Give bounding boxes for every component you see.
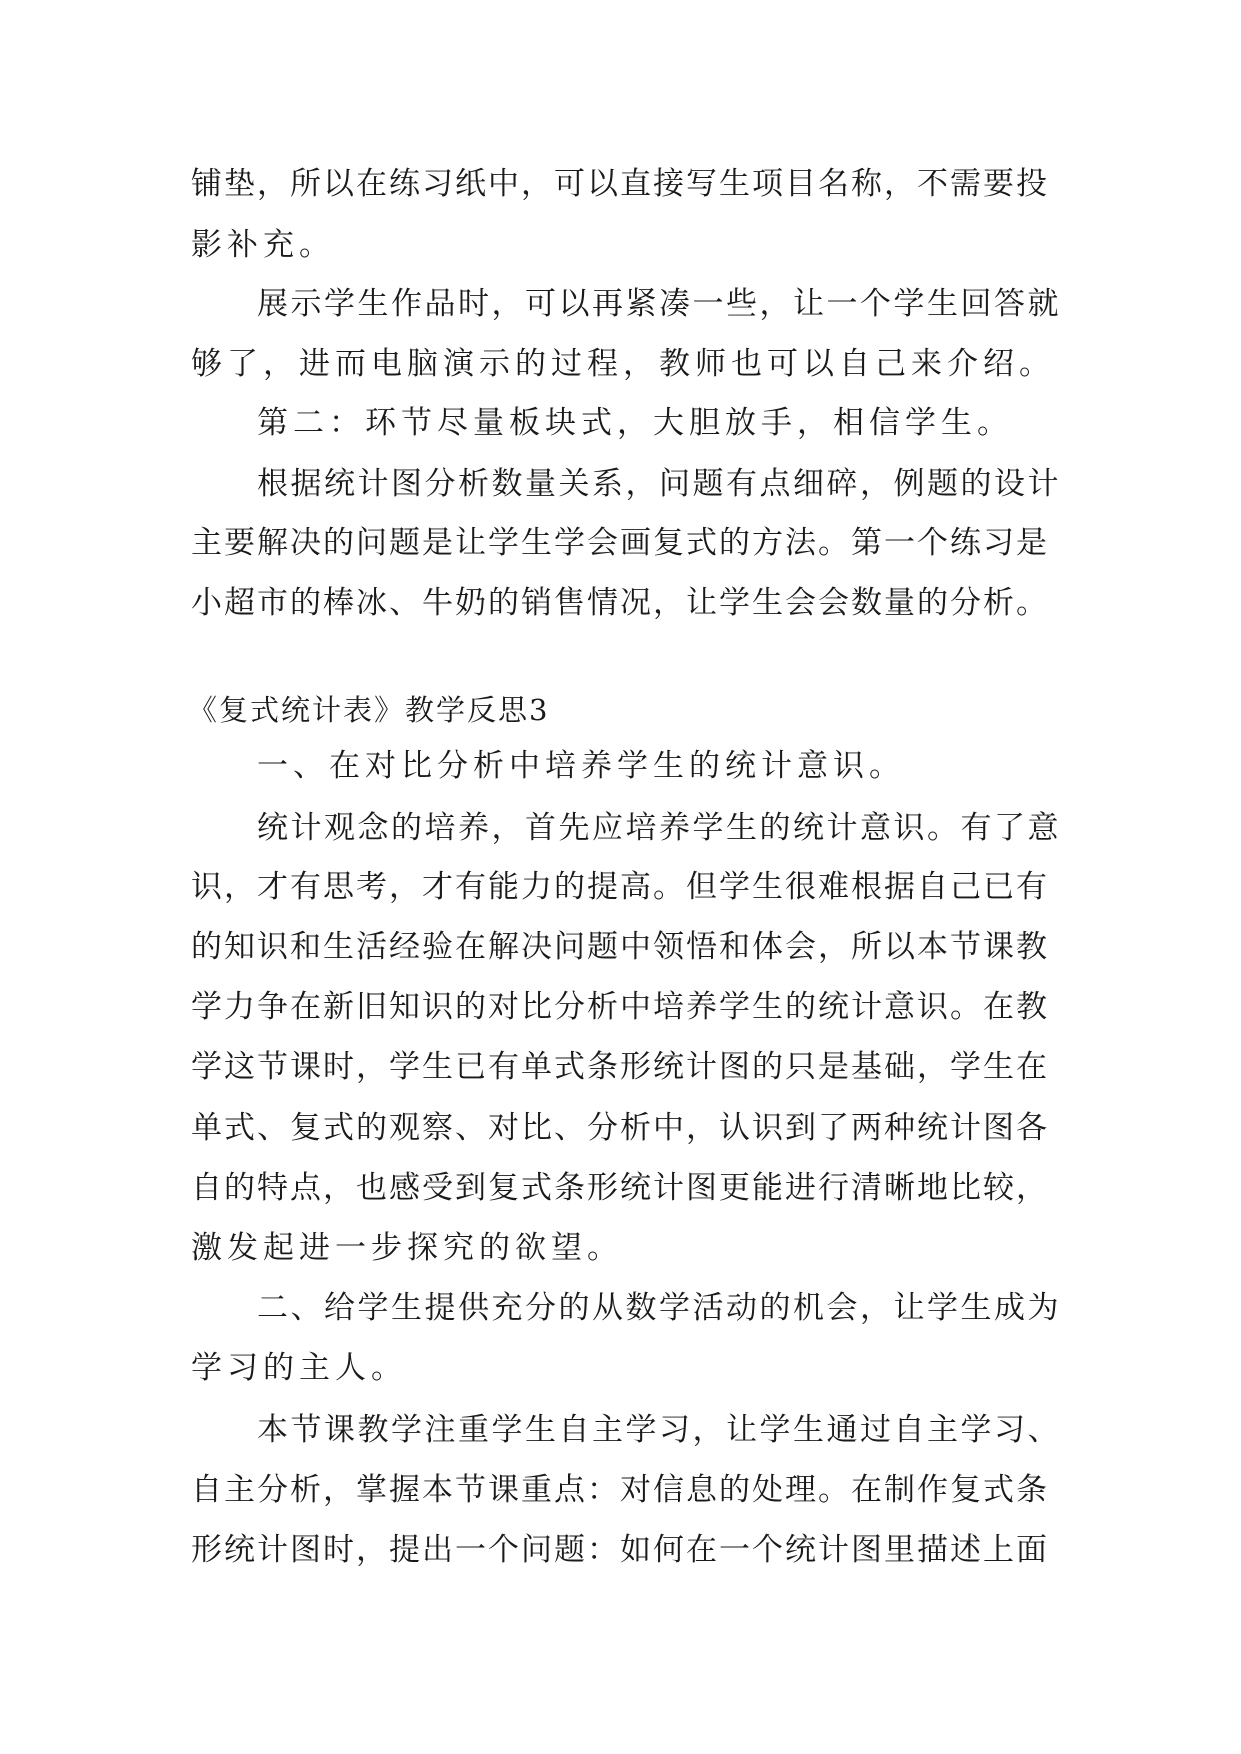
text-line: 小超市的棒冰、牛奶的销售情况，让学生会会数量的分析。 <box>191 585 1049 621</box>
paragraph-start-line: 二、给学生提供充分的从数学活动的机会，让学生成为 <box>257 1290 1061 1326</box>
text-line: 铺垫，所以在练习纸中，可以直接写生项目名称，不需要投 <box>191 166 1049 202</box>
text-line: 学习的主人。 <box>191 1350 407 1386</box>
text-line: 学这节课时，学生已有单式条形统计图的只是基础，学生在 <box>191 1049 1049 1085</box>
text-line: 激发起进一步探究的欲望。 <box>191 1230 623 1266</box>
text-line: 识，才有思考，才有能力的提高。但学生很难根据自己已有 <box>191 869 1049 905</box>
text-line: 自主分析，掌握本节课重点：对信息的处理。在制作复式条 <box>191 1472 1049 1508</box>
text-line: 学力争在新旧知识的对比分析中培养学生的统计意识。在教 <box>191 989 1049 1025</box>
text-line: 主要解决的问题是让学生学会画复式的方法。第一个练习是 <box>191 525 1049 561</box>
text-line: 自的特点，也感受到复式条形统计图更能进行清晰地比较， <box>191 1170 1049 1206</box>
section-heading: 《复式统计表》教学反思3 <box>188 693 550 727</box>
paragraph-start-line: 根据统计图分析数量关系，问题有点细碎，例题的设计 <box>257 466 1061 502</box>
paragraph-start-line: 本节课教学注重学生自主学习，让学生通过自主学习、 <box>257 1412 1061 1448</box>
text-line: 影补充。 <box>191 227 335 263</box>
text-line: 的知识和生活经验在解决问题中领悟和体会，所以本节课教 <box>191 929 1049 965</box>
text-line: 单式、复式的观察、对比、分析中，认识到了两种统计图各 <box>191 1110 1049 1146</box>
text-line: 形统计图时，提出一个问题：如何在一个统计图里描述上面 <box>191 1532 1049 1568</box>
paragraph-start-line: 一、在对比分析中培养学生的统计意识。 <box>257 748 905 784</box>
paragraph-start-line: 展示学生作品时，可以再紧凑一些，让一个学生回答就 <box>257 286 1061 322</box>
text-line: 够了，进而电脑演示的过程，教师也可以自己来介绍。 <box>191 346 1055 382</box>
paragraph-start-line: 第二：环节尽量板块式，大胆放手，相信学生。 <box>257 405 1013 441</box>
paragraph-start-line: 统计观念的培养，首先应培养学生的统计意识。有了意 <box>257 810 1061 846</box>
